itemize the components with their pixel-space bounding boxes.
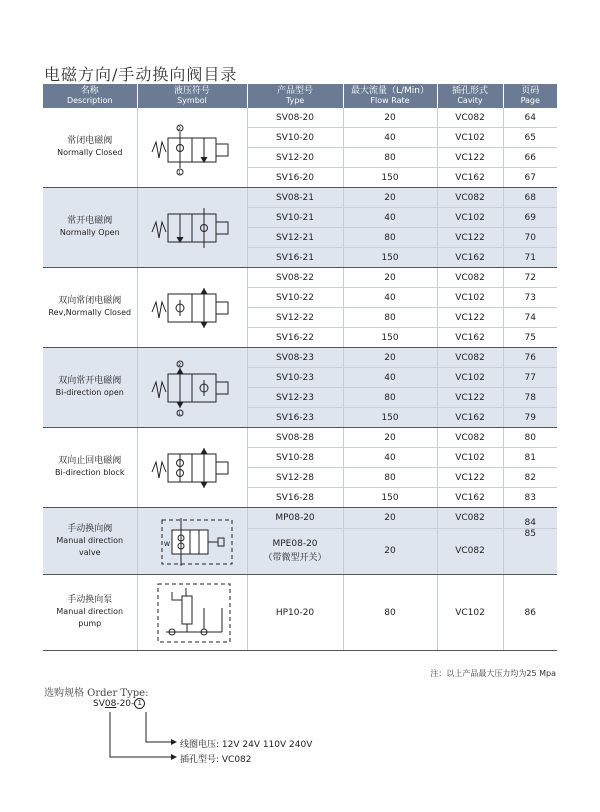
- table-cell: VC102: [437, 288, 503, 308]
- table-cell: VC102: [437, 368, 503, 388]
- table-cell: SV12-22: [247, 308, 343, 328]
- group-name: 双向常开电磁阀 Bi-direction open: [43, 348, 137, 428]
- table-cell: VC162: [437, 328, 503, 348]
- table-cell: VC162: [437, 168, 503, 188]
- table-cell: VC102: [437, 128, 503, 148]
- table-cell: SV16-21: [247, 248, 343, 268]
- table-cell: SV12-23: [247, 388, 343, 408]
- table-cell: VC082: [437, 528, 503, 574]
- table-cell: VC082: [437, 348, 503, 368]
- header-name: 名称 Description: [43, 84, 137, 108]
- table-cell: 78: [503, 388, 557, 408]
- svg-text:1: 1: [178, 411, 182, 417]
- order-code: SV08-20- 1: [93, 698, 145, 709]
- table-cell: 74: [503, 308, 557, 328]
- header-symbol: 液压符号 Symbol: [137, 84, 247, 108]
- table-cell: MP08-20: [247, 508, 343, 529]
- table-cell: 150: [343, 168, 437, 188]
- coil-voltage-callout: 线圈电压: 12V 24V 110V 240V: [180, 740, 313, 750]
- table-cell: 20: [343, 108, 437, 128]
- header-cavity: 插孔形式 Cavity: [437, 84, 503, 108]
- table-cell: 150: [343, 248, 437, 268]
- table-cell: 80: [343, 388, 437, 408]
- table-cell: VC082: [437, 268, 503, 288]
- table-cell: SV10-28: [247, 448, 343, 468]
- table-cell: VC102: [437, 575, 503, 651]
- table-cell: SV12-21: [247, 228, 343, 248]
- header-flow: 最大流量（L/Min） Flow Rate: [343, 84, 437, 108]
- table-cell: VC082: [437, 108, 503, 128]
- svg-text:W: W: [164, 541, 170, 548]
- table-cell: 71: [503, 248, 557, 268]
- table-cell: 20: [343, 348, 437, 368]
- table-cell: 150: [343, 408, 437, 428]
- table-cell: 73: [503, 288, 557, 308]
- table-cell: VC122: [437, 148, 503, 168]
- table-cell: SV08-23: [247, 348, 343, 368]
- option-circle-icon: 1: [134, 698, 145, 709]
- header-page: 页码 Page: [503, 84, 557, 108]
- table-cell: 80: [343, 308, 437, 328]
- header-type: 产品型号 Type: [247, 84, 343, 108]
- table-cell: 20: [343, 528, 437, 574]
- table-cell: 40: [343, 368, 437, 388]
- table-cell: 65: [503, 128, 557, 148]
- table-cell: 80: [343, 148, 437, 168]
- table-cell: 82: [503, 468, 557, 488]
- table-cell: 150: [343, 488, 437, 508]
- table-cell: 40: [343, 288, 437, 308]
- group-name: 常闭电磁阀 Normally Closed: [43, 108, 137, 188]
- table-cell: SV16-23: [247, 408, 343, 428]
- table-cell: 68: [503, 188, 557, 208]
- table-cell: SV10-23: [247, 368, 343, 388]
- table-cell: 20: [343, 508, 437, 529]
- group-name: 常开电磁阀 Normally Open: [43, 188, 137, 268]
- table-cell: VC162: [437, 408, 503, 428]
- table-cell: 20: [343, 188, 437, 208]
- table-cell: 40: [343, 208, 437, 228]
- table-cell: VC122: [437, 468, 503, 488]
- table-cell: 150: [343, 328, 437, 348]
- group-name: 手动换向阀 Manual direction valve: [43, 508, 137, 575]
- table-cell: SV08-20: [247, 108, 343, 128]
- table-cell: 67: [503, 168, 557, 188]
- table-cell: VC102: [437, 208, 503, 228]
- table-cell: HP10-20: [247, 575, 343, 651]
- table-cell: 84: [503, 508, 557, 529]
- table-cell: SV10-22: [247, 288, 343, 308]
- table-cell: VC122: [437, 308, 503, 328]
- table-cell: 77: [503, 368, 557, 388]
- table-cell: 20: [343, 428, 437, 448]
- group-name: 双向常闭电磁阀 Rev,Normally Closed: [43, 268, 137, 348]
- table-cell: VC082: [437, 428, 503, 448]
- pressure-note: 注：以上产品最大压力均为25 Mpa: [430, 669, 556, 678]
- table-cell: 20: [343, 268, 437, 288]
- table-cell: SV08-28: [247, 428, 343, 448]
- table-cell: VC082: [437, 188, 503, 208]
- table-cell: 85: [503, 528, 557, 574]
- table-cell: SV08-22: [247, 268, 343, 288]
- table-cell: VC122: [437, 388, 503, 408]
- order-type-label: 选购规格 Order Type:: [44, 688, 149, 699]
- table-cell: 40: [343, 448, 437, 468]
- table-cell: SV16-28: [247, 488, 343, 508]
- table-cell: 70: [503, 228, 557, 248]
- table-cell: VC162: [437, 488, 503, 508]
- table-cell: VC082: [437, 508, 503, 529]
- table-cell: SV16-20: [247, 168, 343, 188]
- table-row: MPE08-20 （带微型开关） 20 VC082 85: [43, 528, 557, 574]
- table-cell: 72: [503, 268, 557, 288]
- table-cell: SV10-20: [247, 128, 343, 148]
- table-cell: SV16-22: [247, 328, 343, 348]
- table-cell: 40: [343, 128, 437, 148]
- group-name: 双向止回电磁阀 Bi-direction block: [43, 428, 137, 508]
- table-cell: SV10-21: [247, 208, 343, 228]
- svg-text:1: 1: [178, 170, 182, 176]
- table-cell: SV08-21: [247, 188, 343, 208]
- table-cell: 80: [503, 428, 557, 448]
- cavity-callout: 插孔型号: VC082: [180, 755, 252, 765]
- table-cell: 79: [503, 408, 557, 428]
- table-cell: 76: [503, 348, 557, 368]
- table-cell: 75: [503, 328, 557, 348]
- table-cell: 86: [503, 575, 557, 651]
- svg-text:2: 2: [178, 362, 182, 368]
- table-cell: VC162: [437, 248, 503, 268]
- group-name: 手动换向泵 Manual direction pump: [43, 575, 137, 651]
- page-title: 电磁方向/手动换向阀目录: [44, 65, 238, 84]
- table-cell: VC122: [437, 228, 503, 248]
- table-cell: VC102: [437, 448, 503, 468]
- table-cell: SV12-28: [247, 468, 343, 488]
- table-cell: 83: [503, 488, 557, 508]
- table-cell: 66: [503, 148, 557, 168]
- svg-text:2: 2: [178, 126, 182, 132]
- table-cell: 69: [503, 208, 557, 228]
- table-cell: 64: [503, 108, 557, 128]
- table-cell: 81: [503, 448, 557, 468]
- table-cell: 80: [343, 228, 437, 248]
- table-cell: 80: [343, 468, 437, 488]
- table-cell: SV12-20: [247, 148, 343, 168]
- table-cell: 80: [343, 575, 437, 651]
